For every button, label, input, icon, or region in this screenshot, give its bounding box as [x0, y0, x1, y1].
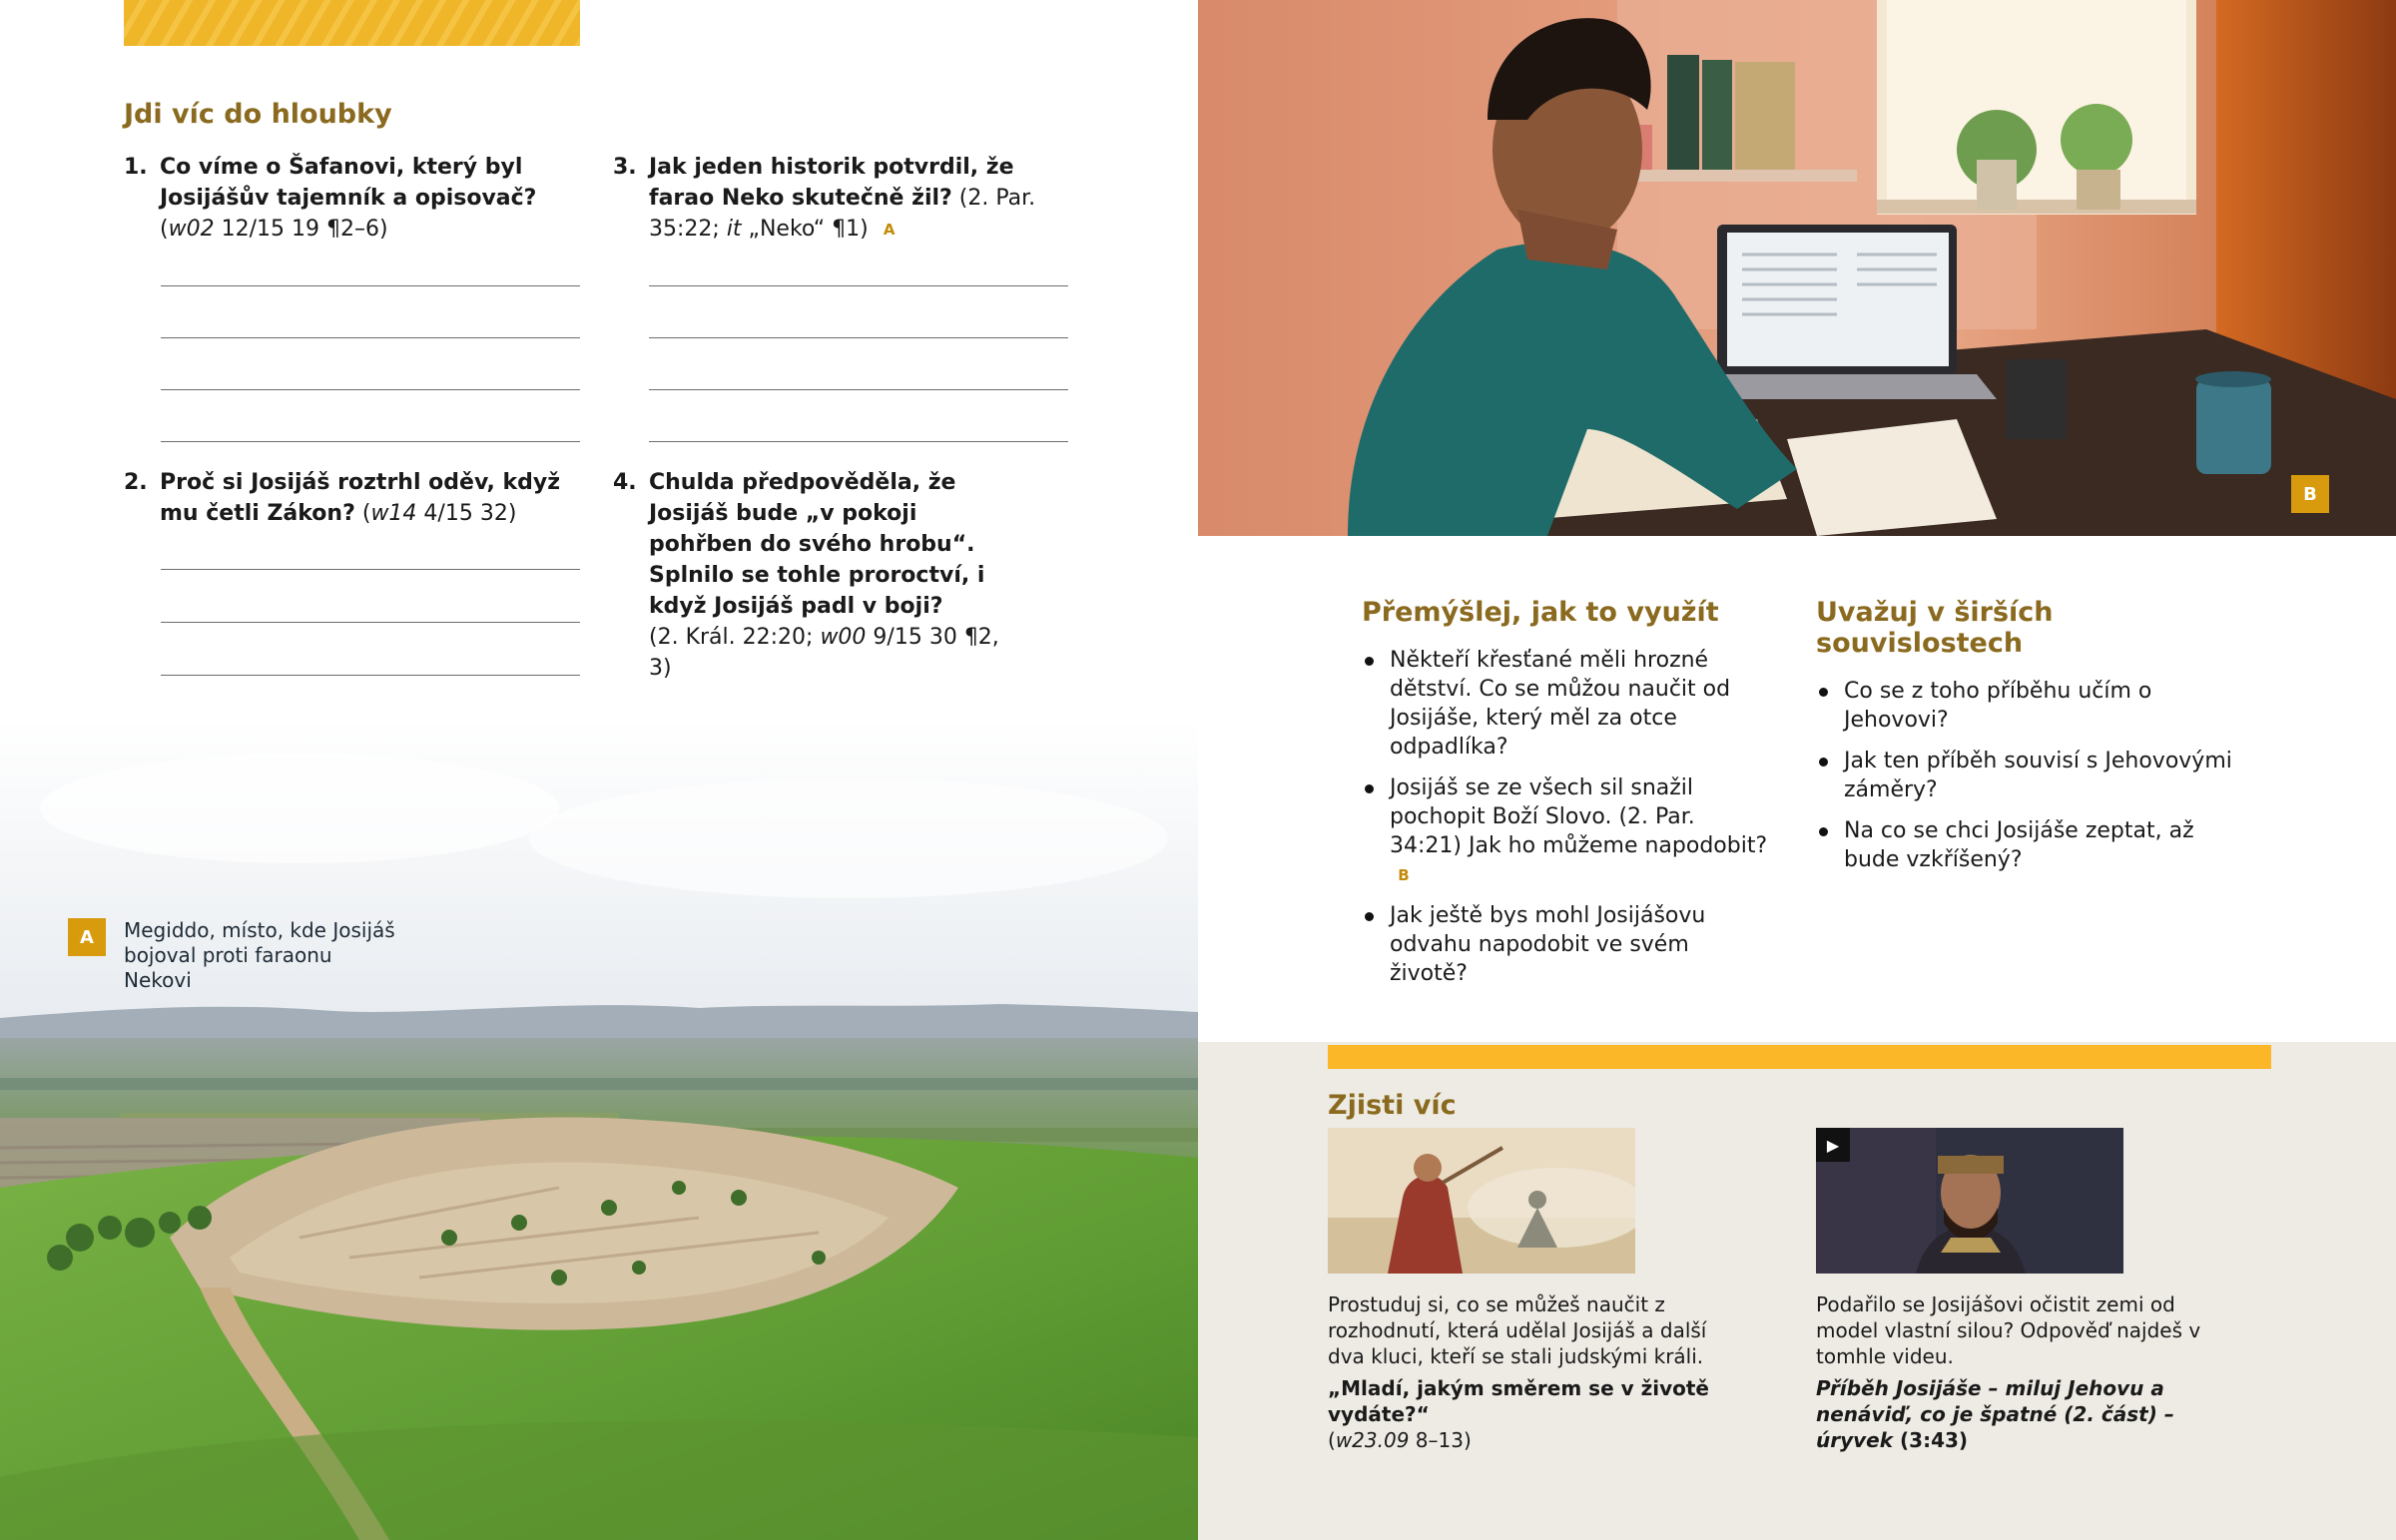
answer-line[interactable]	[161, 622, 580, 623]
wider-section	[1816, 597, 2255, 886]
question-number: 1.	[124, 155, 148, 180]
learn-more-accent-bar	[1328, 1045, 2271, 1069]
decorative-band	[124, 0, 580, 46]
question-1	[124, 152, 583, 245]
question-number: 3.	[613, 155, 637, 180]
video-card[interactable]	[1816, 1128, 2235, 1453]
josiah-video-still	[1816, 1128, 2123, 1274]
list-item: Josijáš se ze všech sil snažil pochopit Boží Slovo. (2. Par. 34:21) Jak ho můžeme napodobit?B	[1362, 773, 1771, 889]
learn-more-section	[1198, 1042, 2396, 1540]
photo-a-caption-text: Megiddo, místo, kde Josijáš bojoval proti faraonu Nekovi	[124, 918, 395, 992]
answer-line[interactable]	[161, 569, 580, 570]
question-2	[124, 467, 583, 529]
question-reference: (w02 12/15 19 ¶2–6)	[160, 217, 388, 242]
right-page	[1198, 0, 2396, 1540]
list-item: Někteří křesťané měli hrozné dětství. Co se můžou naučit od Josijáše, který měl za otce odpadlíka?	[1362, 646, 1771, 762]
reflect-list	[1362, 646, 1771, 988]
question-text: Chulda předpověděla, že Josijáš bude „v pokoji pohřben do svého hrobu“. Splnilo se tohle proroctví, i když Josijáš padl v boji?	[649, 470, 985, 619]
question-number: 4.	[613, 470, 637, 495]
deeper-section-title: Jdi víc do hloubky	[124, 99, 392, 130]
list-item: Na co se chci Josijáše zeptat, až bude vzkříšený?	[1816, 816, 2255, 874]
answer-line[interactable]	[649, 441, 1068, 442]
photo-a-badge: A	[68, 918, 106, 956]
battle-illustration	[1328, 1128, 1635, 1274]
man-studying-image	[1198, 0, 2396, 536]
reflect-section-title: Přemýšlej, jak to využít	[1362, 597, 1719, 628]
list-item: Jak ten příběh souvisí s Jehovovými záměry?	[1816, 747, 2255, 804]
question-reference: (2. Král. 22:20; w00 9/15 30 ¶2, 3)	[649, 625, 999, 681]
question-text: Proč si Josijáš roztrhl oděv, když mu četli Zákon?	[160, 470, 561, 526]
answer-line[interactable]	[161, 389, 580, 390]
photo-a-reference-badge[interactable]: A	[883, 221, 896, 239]
photo-b-reference-badge[interactable]: B	[1398, 866, 1410, 884]
megiddo-landscape-image	[0, 719, 1198, 1540]
answer-line[interactable]	[161, 285, 580, 286]
article-link[interactable]: „Mladí, jakým směrem se v životě vydáte?“ (w23.09 8–13)	[1328, 1376, 1709, 1452]
list-item: Co se z toho příběhu učím o Jehovovi?	[1816, 677, 2255, 735]
study-photo	[1198, 0, 2396, 536]
question-reference: (2. Par. 35:22; it „Neko“ ¶1)	[649, 186, 1036, 242]
list-item: Jak ještě bys mohl Josijášovu odvahu napodobit ve svém životě?	[1362, 901, 1771, 988]
reflect-section	[1362, 597, 1771, 1000]
answer-line[interactable]	[649, 337, 1068, 338]
article-thumbnail[interactable]	[1328, 1128, 1635, 1274]
wider-list	[1816, 677, 2255, 874]
question-4	[613, 467, 1012, 684]
question-number: 2.	[124, 470, 148, 495]
article-description: Prostuduj si, co se můžeš naučit z rozhodnutí, která udělal Josijáš a další dva kluci, kteří se stali judskými králi.	[1328, 1292, 1707, 1368]
answer-line[interactable]	[649, 285, 1068, 286]
question-3	[613, 152, 1082, 245]
video-description: Podařilo se Josijášovi očistit zemi od model vlastní silou? Odpověď najdeš v tomhle videu.	[1816, 1292, 2201, 1368]
answer-line[interactable]	[161, 441, 580, 442]
video-thumbnail[interactable]	[1816, 1128, 2123, 1274]
answer-line[interactable]	[161, 337, 580, 338]
answer-line[interactable]	[649, 389, 1068, 390]
answer-line[interactable]	[161, 675, 580, 676]
question-text: Co víme o Šafanovi, který byl Josijášův tajemník a opisovač?	[160, 155, 537, 211]
article-card[interactable]	[1328, 1128, 1747, 1453]
question-text: Jak jeden historik potvrdil, že farao Neko skutečně žil?	[649, 155, 1014, 211]
question-reference: (w14 4/15 32)	[361, 501, 517, 526]
megiddo-landscape-photo	[0, 719, 1198, 1540]
learn-more-title: Zjisti víc	[1328, 1090, 1457, 1121]
video-link[interactable]: Příběh Josijáše – miluj Jehovu a nenáviď, co je špatné (2. část) – úryvek (3:43)	[1816, 1376, 2174, 1452]
photo-a-caption	[68, 918, 403, 993]
play-icon[interactable]: ▶	[1816, 1128, 1850, 1162]
wider-section-title: Uvažuj v širších souvislostech	[1816, 597, 2054, 659]
photo-b-badge: B	[2291, 475, 2329, 513]
